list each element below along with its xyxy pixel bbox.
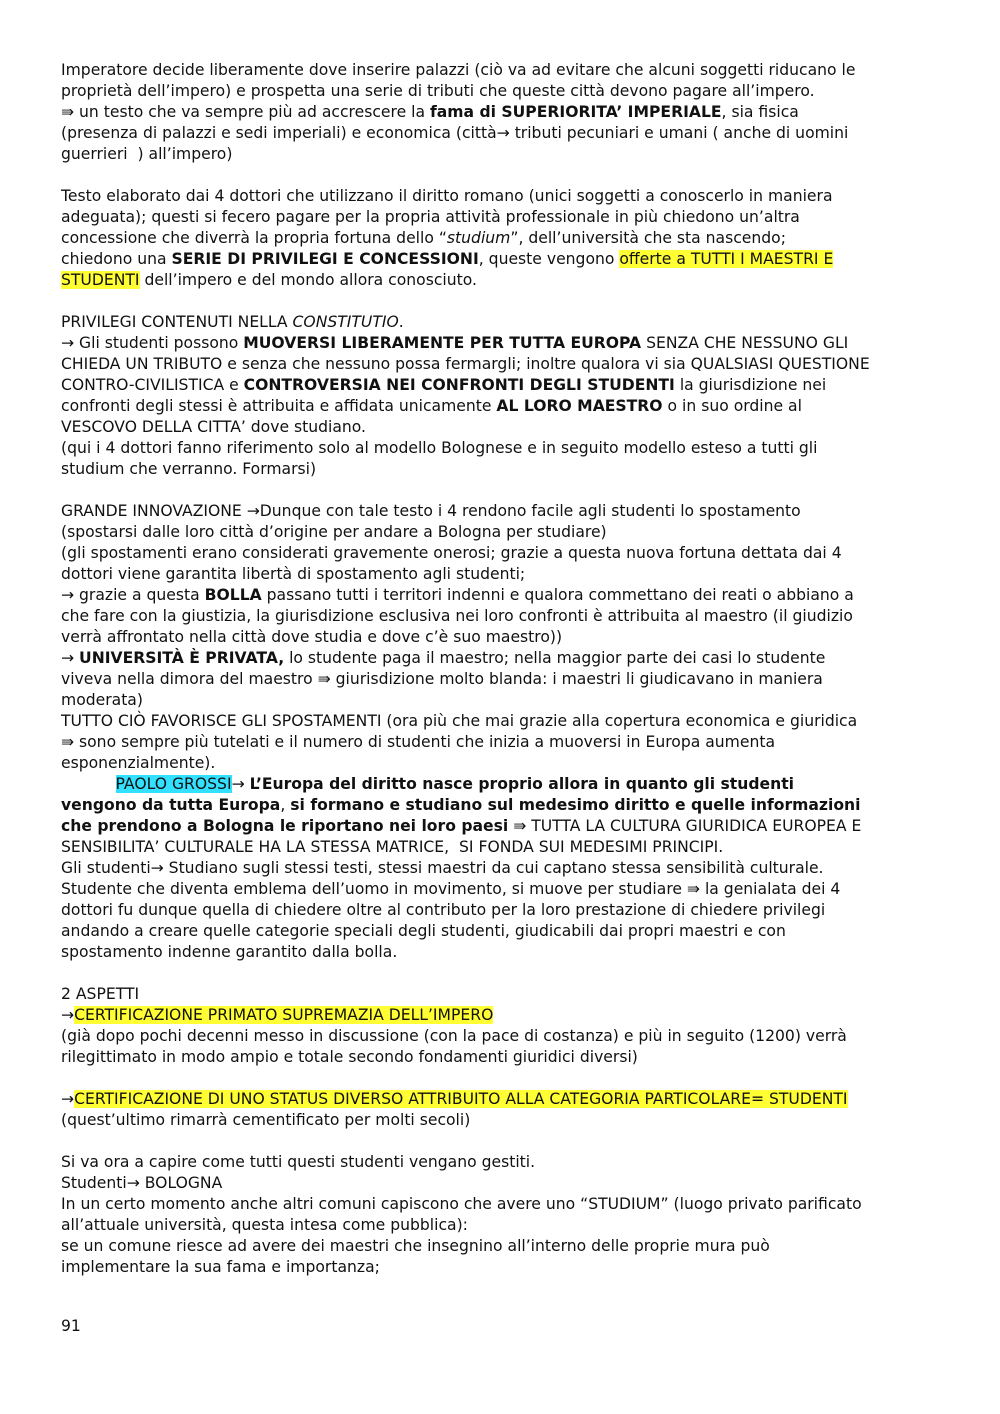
text-segment: chiedono una <box>61 250 172 268</box>
text-line <box>61 858 941 879</box>
text-segment: Imperatore decide liberamente dove inserire palazzi (ciò va ad evitare che alcuni soggetti riducano le <box>61 61 856 79</box>
text-segment: dell’impero e del mondo allora conosciuto. <box>139 271 477 289</box>
text-line <box>61 1173 941 1194</box>
text-line <box>61 816 941 837</box>
text-segment: Testo elaborato dai 4 dottori che utilizzano il diritto romano (unici soggetti a conoscerlo in maniera <box>61 187 833 205</box>
text-segment: TUTTO CIÒ FAVORISCE GLI SPOSTAMENTI (ora più che mai grazie alla copertura economica e giuridica <box>61 712 858 730</box>
text-segment: ”, dell’università che sta nascendo; <box>510 229 786 247</box>
text-line <box>61 690 941 711</box>
text-segment: (quest’ultimo rimarrà cementificato per molti secoli) <box>61 1111 471 1129</box>
text-line <box>61 1257 941 1278</box>
text-line <box>61 564 941 585</box>
text-segment: → <box>61 1006 75 1024</box>
text-line <box>61 522 941 543</box>
text-segment: verrà affrontato nella città dove studia e dove c’è suo maestro)) <box>61 628 563 646</box>
text-segment: all’attuale università, questa intesa come pubblica): <box>61 1216 468 1234</box>
text-line <box>61 921 941 942</box>
text-line <box>61 669 941 690</box>
text-line <box>61 501 941 522</box>
text-segment: concessione che diverrà la propria fortuna dello “ <box>61 229 447 247</box>
text-segment: In un certo momento anche altri comuni capiscono che avere uno “STUDIUM” (luogo privato parificato <box>61 1195 862 1213</box>
text-segment: SENZA CHE NESSUNO GLI <box>641 334 849 352</box>
italic-text: studium <box>446 229 511 247</box>
text-segment: → Gli studenti possono <box>61 334 244 352</box>
text-line <box>61 249 941 270</box>
text-line <box>61 354 941 375</box>
bold-text: MUOVERSI LIBERAMENTE PER TUTTA EUROPA <box>243 334 642 352</box>
text-segment: rilegittimato in modo ampio e totale secondo fondamenti giuridici diversi) <box>61 1048 638 1066</box>
text-segment: → <box>61 649 80 667</box>
text-segment: ⇛ sono sempre più tutelati e il numero di studenti che inizia a muoversi in Europa aumenta <box>61 733 775 751</box>
text-line <box>61 711 941 732</box>
italic-text: CONSTITUTIO <box>292 313 399 331</box>
text-segment: esponenzialmente). <box>61 754 216 772</box>
text-segment: o in suo ordine al <box>662 397 802 415</box>
text-segment: dottori viene garantita libertà di spostamento agli studenti; <box>61 565 526 583</box>
text-segment: , <box>280 796 291 814</box>
text-line <box>61 900 941 921</box>
text-line <box>61 1194 941 1215</box>
text-line <box>61 753 941 774</box>
blank-line <box>61 480 941 501</box>
text-segment: Studenti→ BOLOGNA <box>61 1174 223 1192</box>
highlighted-text: CERTIFICAZIONE DI UNO STATUS DIVERSO ATTRIBUITO ALLA CATEGORIA PARTICOLARE= STUDENTI <box>74 1090 848 1108</box>
text-line <box>61 942 941 963</box>
text-line <box>61 186 941 207</box>
text-segment: moderata) <box>61 691 143 709</box>
text-line <box>61 459 941 480</box>
bold-text: fama di SUPERIORITA’ IMPERIALE <box>429 103 722 121</box>
text-segment: (spostarsi dalle loro città d’origine per andare a Bologna per studiare) <box>61 523 607 541</box>
text-line <box>61 1152 941 1173</box>
text-segment: , queste vengono <box>478 250 620 268</box>
text-line <box>61 333 941 354</box>
bold-text: CONTROVERSIA NEI CONFRONTI DEGLI STUDENTI <box>243 376 675 394</box>
text-line <box>61 60 941 81</box>
text-segment: SENSIBILITA’ CULTURALE HA LA STESSA MATRICE, SI FONDA SUI MEDESIMI PRINCIPI. <box>61 838 724 856</box>
text-segment: che fare con la giustizia, la giurisdizione esclusiva nei loro confronti è attribuita al maestro (il giudizio <box>61 607 853 625</box>
text-line <box>61 1236 941 1257</box>
text-line <box>61 438 941 459</box>
blank-line <box>61 963 941 984</box>
text-line <box>61 375 941 396</box>
text-line <box>61 774 941 795</box>
text-line <box>61 1110 941 1131</box>
text-segment: adeguata); questi si fecero pagare per la propria attività professionale in più chiedono un’altra <box>61 208 800 226</box>
text-segment: (già dopo pochi decenni messo in discussione (con la pace di costanza) e più in seguito (1200) verrà <box>61 1027 847 1045</box>
text-line <box>61 228 941 249</box>
text-segment: spostamento indenne garantito dalla bolla. <box>61 943 398 961</box>
text-segment: passano tutti i territori indenni e qualora commettano dei reati o abbiano a <box>261 586 854 604</box>
text-segment: viveva nella dimora del maestro ⇛ giurisdizione molto blanda: i maestri li giudicavano in maniera <box>61 670 823 688</box>
text-segment: GRANDE INNOVAZIONE →Dunque con tale testo i 4 rendono facile agli studenti lo spostamento <box>61 502 801 520</box>
text-line <box>61 123 941 144</box>
text-segment: (presenza di palazzi e sedi imperiali) e economica (città→ tributi pecuniari e umani ( anche di uomini <box>61 124 849 142</box>
text-line <box>61 312 941 333</box>
blank-line <box>61 1131 941 1152</box>
text-segment: dottori fu dunque quella di chiedere oltre al contributo per la loro prestazione di chiedere privilegi <box>61 901 826 919</box>
bold-text: L’Europa del diritto nasce proprio allora in quanto gli studenti <box>249 775 794 793</box>
text-segment <box>61 775 116 793</box>
bold-text: SERIE DI PRIVILEGI E CONCESSIONI <box>171 250 479 268</box>
blank-line <box>61 291 941 312</box>
text-line <box>61 1047 941 1068</box>
text-segment: , sia fisica <box>721 103 799 121</box>
text-line <box>61 879 941 900</box>
text-line <box>61 102 941 123</box>
text-segment: guerrieri ) all’impero) <box>61 145 233 163</box>
bold-text: AL LORO MAESTRO <box>496 397 663 415</box>
text-segment: proprietà dell’impero) e prospetta una serie di tributi che queste città devono pagare all’impero. <box>61 82 815 100</box>
text-segment: ⇛ TUTTA LA CULTURA GIURIDICA EUROPEA E <box>508 817 862 835</box>
text-segment: ⇛ un testo che va sempre più ad accrescere la <box>61 103 430 121</box>
text-segment: (gli spostamenti erano considerati gravemente onerosi; grazie a questa nuova fortuna dettata dai 4 <box>61 544 842 562</box>
text-line <box>61 732 941 753</box>
text-line <box>61 984 941 1005</box>
text-segment: andando a creare quelle categorie speciali degli studenti, giudicabili dai propri maestri e con <box>61 922 786 940</box>
blank-line <box>61 165 941 186</box>
text-segment: → <box>231 775 250 793</box>
text-line <box>61 417 941 438</box>
text-segment: → grazie a questa <box>61 586 205 604</box>
text-segment: se un comune riesce ad avere dei maestri che insegnino all’interno delle proprie mura può <box>61 1237 770 1255</box>
text-line <box>61 81 941 102</box>
text-segment: la giurisdizione nei <box>674 376 827 394</box>
text-segment: CHIEDA UN TRIBUTO e senza che nessuno possa fermargli; inoltre qualora vi sia QUALSIASI QUESTIONE <box>61 355 870 373</box>
text-segment: confronti degli stessi è attribuita e affidata unicamente <box>61 397 497 415</box>
text-line <box>61 1089 941 1110</box>
text-segment: (qui i 4 dottori fanno riferimento solo al modello Bolognese e in seguito modello esteso a tutti gli <box>61 439 818 457</box>
page-number: 91 <box>61 1317 81 1335</box>
text-segment: . <box>398 313 404 331</box>
text-line <box>61 627 941 648</box>
text-line <box>61 1215 941 1236</box>
text-line <box>61 1026 941 1047</box>
bold-text: BOLLA <box>204 586 262 604</box>
text-segment: Si va ora a capire come tutti questi studenti vengano gestiti. <box>61 1153 536 1171</box>
text-line <box>61 270 941 291</box>
text-line <box>61 207 941 228</box>
text-segment: Gli studenti→ Studiano sugli stessi testi, stessi maestri da cui captano stessa sensibilità culturale. <box>61 859 824 877</box>
text-segment: studium che verranno. Formarsi) <box>61 460 317 478</box>
text-segment: CONTRO-CIVILISTICA e <box>61 376 244 394</box>
text-line <box>61 585 941 606</box>
highlighted-text: STUDENTI <box>61 271 140 289</box>
text-line <box>61 606 941 627</box>
text-segment: PRIVILEGI CONTENUTI NELLA <box>61 313 293 331</box>
bold-text: vengono da tutta Europa <box>61 796 281 814</box>
text-segment: lo studente paga il maestro; nella maggior parte dei casi lo studente <box>284 649 826 667</box>
text-line <box>61 543 941 564</box>
text-line <box>61 396 941 417</box>
bold-text: che prendono a Bologna le riportano nei loro paesi <box>61 817 509 835</box>
text-line <box>61 795 941 816</box>
blank-line <box>61 1068 941 1089</box>
text-segment: → <box>61 1090 75 1108</box>
text-segment: VESCOVO DELLA CITTA’ dove studiano. <box>61 418 367 436</box>
text-line <box>61 648 941 669</box>
bold-text: si formano e studiano sul medesimo diritto e quelle informazioni <box>290 796 861 814</box>
highlighted-text: CERTIFICAZIONE PRIMATO SUPREMAZIA DELL’IMPERO <box>74 1006 494 1024</box>
text-line <box>61 837 941 858</box>
text-segment: 2 ASPETTI <box>61 985 140 1003</box>
document-body <box>61 60 941 1278</box>
highlighted-text: offerte a TUTTI I MAESTRI E <box>619 250 834 268</box>
text-line <box>61 1005 941 1026</box>
text-segment: implementare la sua fama e importanza; <box>61 1258 380 1276</box>
text-segment: Studente che diventa emblema dell’uomo in movimento, si muove per studiare ⇛ la genialata dei 4 <box>61 880 841 898</box>
bold-text: UNIVERSITÀ È PRIVATA, <box>79 649 285 667</box>
highlighted-text: PAOLO GROSSI <box>115 775 232 793</box>
text-line <box>61 144 941 165</box>
